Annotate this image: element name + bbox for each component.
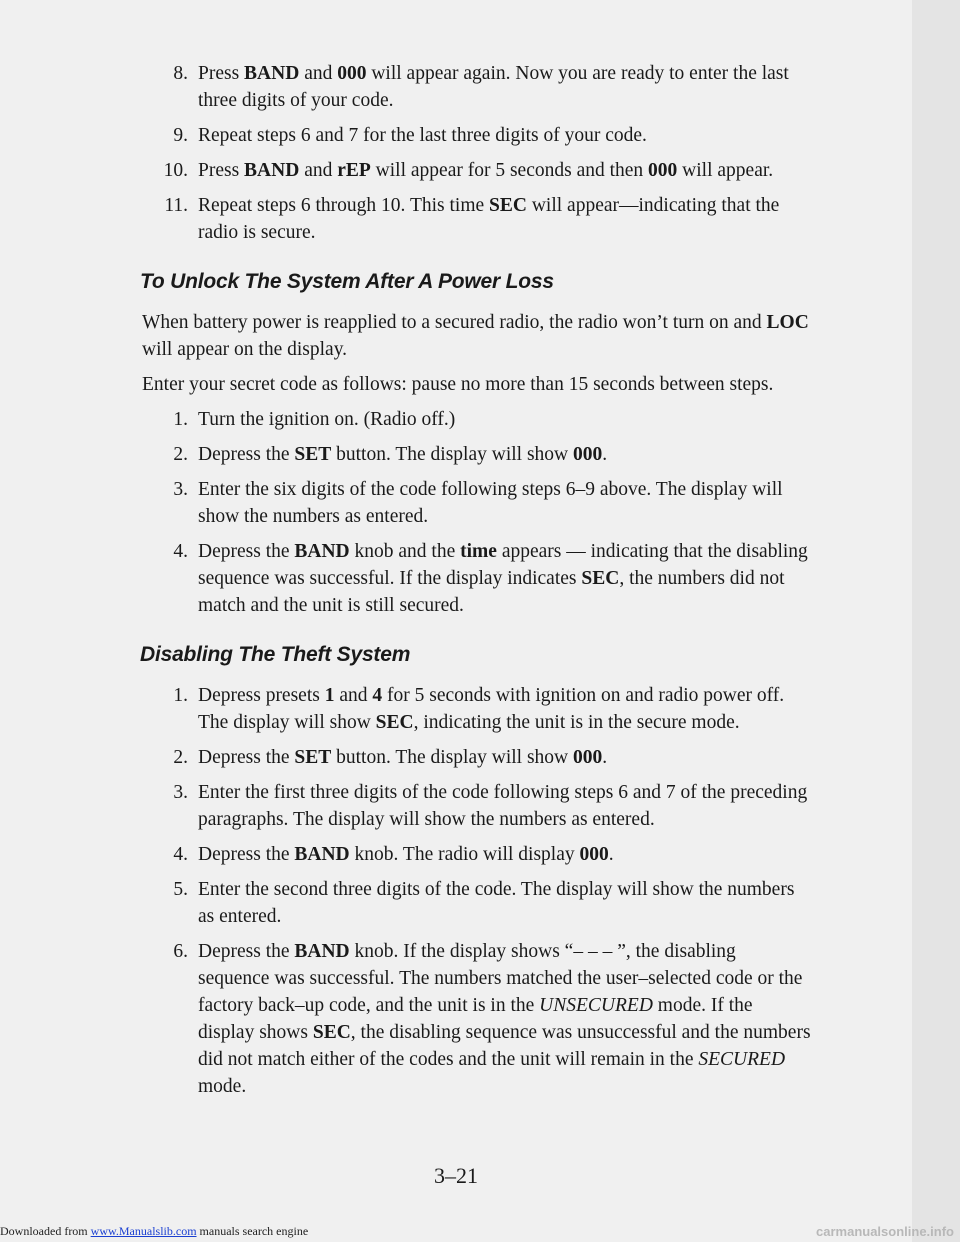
steps-top-list	[150, 60, 812, 246]
list-item	[150, 538, 812, 619]
text-run: button. The display will show	[331, 444, 574, 465]
step-text	[198, 744, 812, 771]
text-run: .	[602, 747, 608, 768]
download-footer	[0, 1224, 308, 1239]
section-heading-disabling: Disabling The Theft System	[140, 643, 411, 666]
emphasis-bold: 000	[573, 747, 603, 768]
text-run: Press	[198, 160, 245, 181]
emphasis-bold: SET	[294, 747, 332, 768]
step-text	[198, 157, 812, 184]
text-run: Turn the ignition on. (Radio off.)	[198, 409, 456, 430]
emphasis-bold: time	[460, 541, 497, 562]
step-text	[198, 938, 812, 1100]
text-run: Depress the	[198, 747, 295, 768]
step-number: 1.	[173, 409, 188, 430]
text-run: Depress presets	[198, 685, 325, 706]
emphasis-bold: BAND	[244, 160, 300, 181]
list-item	[150, 60, 812, 114]
text-run: Repeat steps 6 through 10. This time	[198, 195, 490, 216]
list-item	[150, 938, 812, 1100]
text-run: knob and the	[349, 541, 461, 562]
text-run: and	[334, 685, 373, 706]
step-text	[198, 779, 812, 833]
list-item	[150, 157, 812, 184]
emphasis-bold: SEC	[375, 712, 414, 733]
text-run: mode.	[198, 1076, 247, 1097]
text-run: Enter the second three digits of the code. The display will show the numbers as entered.	[198, 879, 795, 927]
list-item	[150, 192, 812, 246]
step-text	[198, 192, 812, 246]
list-item	[150, 682, 812, 736]
list-item	[150, 841, 812, 868]
text-run: Enter the first three digits of the code following steps 6 and 7 of the preceding paragraphs. The display will show the numbers as entered.	[198, 782, 808, 830]
emphasis-bold: BAND	[294, 941, 350, 962]
step-text	[198, 406, 812, 433]
emphasis-bold: BAND	[294, 844, 350, 865]
text-run: for 5 seconds with ignition on and radio power off. The display will show	[198, 685, 785, 733]
page-number: 3–21	[434, 1163, 478, 1188]
text-run: .	[608, 844, 614, 865]
step-text	[198, 841, 812, 868]
text-run: appears — indicating that the disabling sequence was successful. If the display indicates	[198, 541, 808, 589]
emphasis-bold: 000	[648, 160, 678, 181]
step-number: 2.	[173, 747, 188, 768]
text-run: Repeat steps 6 and 7 for the last three digits of your code.	[198, 125, 647, 146]
step-number: 5.	[173, 879, 188, 900]
text-run: will appear for 5 seconds and then	[370, 160, 649, 181]
text-run: When battery power is reapplied to a secured radio, the radio won’t turn on and	[142, 312, 767, 333]
text-run: will appear.	[677, 160, 774, 181]
step-number: 2.	[173, 444, 188, 465]
text-run: , the disabling sequence was unsuccessful and the numbers did not match either of the codes and the unit will remain in the	[198, 1022, 811, 1070]
list-item	[150, 406, 812, 433]
disabling-steps-list	[150, 682, 812, 1100]
step-text	[198, 682, 812, 736]
list-item	[150, 441, 812, 468]
page-content	[140, 60, 812, 1108]
list-item	[150, 744, 812, 771]
emphasis-bold: 1	[324, 685, 335, 706]
step-text	[198, 441, 812, 468]
watermark: carmanualsonline.info	[816, 1224, 954, 1239]
step-text	[198, 476, 812, 530]
step-text	[198, 538, 812, 619]
step-number: 4.	[173, 541, 188, 562]
step-number: 4.	[173, 844, 188, 865]
text-run: Enter the six digits of the code following steps 6–9 above. The display will show the numbers as entered.	[198, 479, 783, 527]
footer-suffix: manuals search engine	[196, 1224, 309, 1238]
list-item	[150, 779, 812, 833]
emphasis-bold: rEP	[337, 160, 371, 181]
emphasis-italic: UNSECURED	[539, 995, 653, 1016]
paragraph	[142, 371, 812, 398]
section-heading-unlock: To Unlock The System After A Power Loss	[140, 270, 554, 293]
unlock-paragraphs	[142, 309, 812, 398]
step-number: 9.	[173, 125, 188, 146]
emphasis-bold: SEC	[489, 195, 527, 216]
footer-prefix: Downloaded from	[0, 1224, 91, 1238]
paragraph	[142, 309, 812, 363]
emphasis-bold: LOC	[766, 312, 809, 333]
step-text	[198, 122, 812, 149]
text-run: knob. The radio will display	[349, 844, 580, 865]
emphasis-bold: BAND	[244, 63, 300, 84]
text-run: Enter your secret code as follows: pause no more than 15 seconds between steps.	[142, 374, 774, 395]
manualslib-link[interactable]: www.Manualslib.com	[90, 1224, 197, 1238]
emphasis-bold: SEC	[581, 568, 620, 589]
text-run: will appear—indicating that the radio is secure.	[198, 195, 780, 243]
list-item	[150, 476, 812, 530]
step-text	[198, 60, 812, 114]
step-text	[198, 876, 812, 930]
text-run: button. The display will show	[331, 747, 574, 768]
text-run: and	[299, 160, 338, 181]
text-run: knob. If the display shows “– – – ”, the disabling sequence was successful. The numbers matched the user–selected code or the factory back–up code, and the unit is in the	[198, 941, 803, 1016]
step-number: 10.	[163, 160, 188, 181]
text-run: Depress the	[198, 444, 295, 465]
text-run: mode. If the display shows	[198, 995, 753, 1043]
text-run: Depress the	[198, 941, 295, 962]
emphasis-italic: SECURED	[698, 1049, 786, 1070]
step-number: 3.	[173, 479, 188, 500]
unlock-steps-list	[150, 406, 812, 619]
text-run: will appear again. Now you are ready to enter the last three digits of your code.	[198, 63, 789, 111]
list-item	[150, 876, 812, 930]
emphasis-bold: 4	[372, 685, 383, 706]
emphasis-bold: 000	[337, 63, 367, 84]
text-run: , indicating the unit is in the secure mode.	[413, 712, 740, 733]
emphasis-bold: 000	[573, 444, 603, 465]
text-run: .	[602, 444, 608, 465]
step-number: 3.	[173, 782, 188, 803]
text-run: and	[299, 63, 338, 84]
emphasis-bold: BAND	[294, 541, 350, 562]
emphasis-bold: 000	[579, 844, 609, 865]
text-run: , the numbers did not match and the unit is still secured.	[198, 568, 785, 616]
step-number: 1.	[173, 685, 188, 706]
text-run: Depress the	[198, 541, 295, 562]
emphasis-bold: SEC	[312, 1022, 351, 1043]
step-number: 8.	[173, 63, 188, 84]
text-run: Depress the	[198, 844, 295, 865]
emphasis-bold: SET	[294, 444, 332, 465]
list-item	[150, 122, 812, 149]
step-number: 6.	[173, 941, 188, 962]
text-run: will appear on the display.	[142, 339, 348, 360]
text-run: Press	[198, 63, 245, 84]
step-number: 11.	[164, 195, 188, 216]
